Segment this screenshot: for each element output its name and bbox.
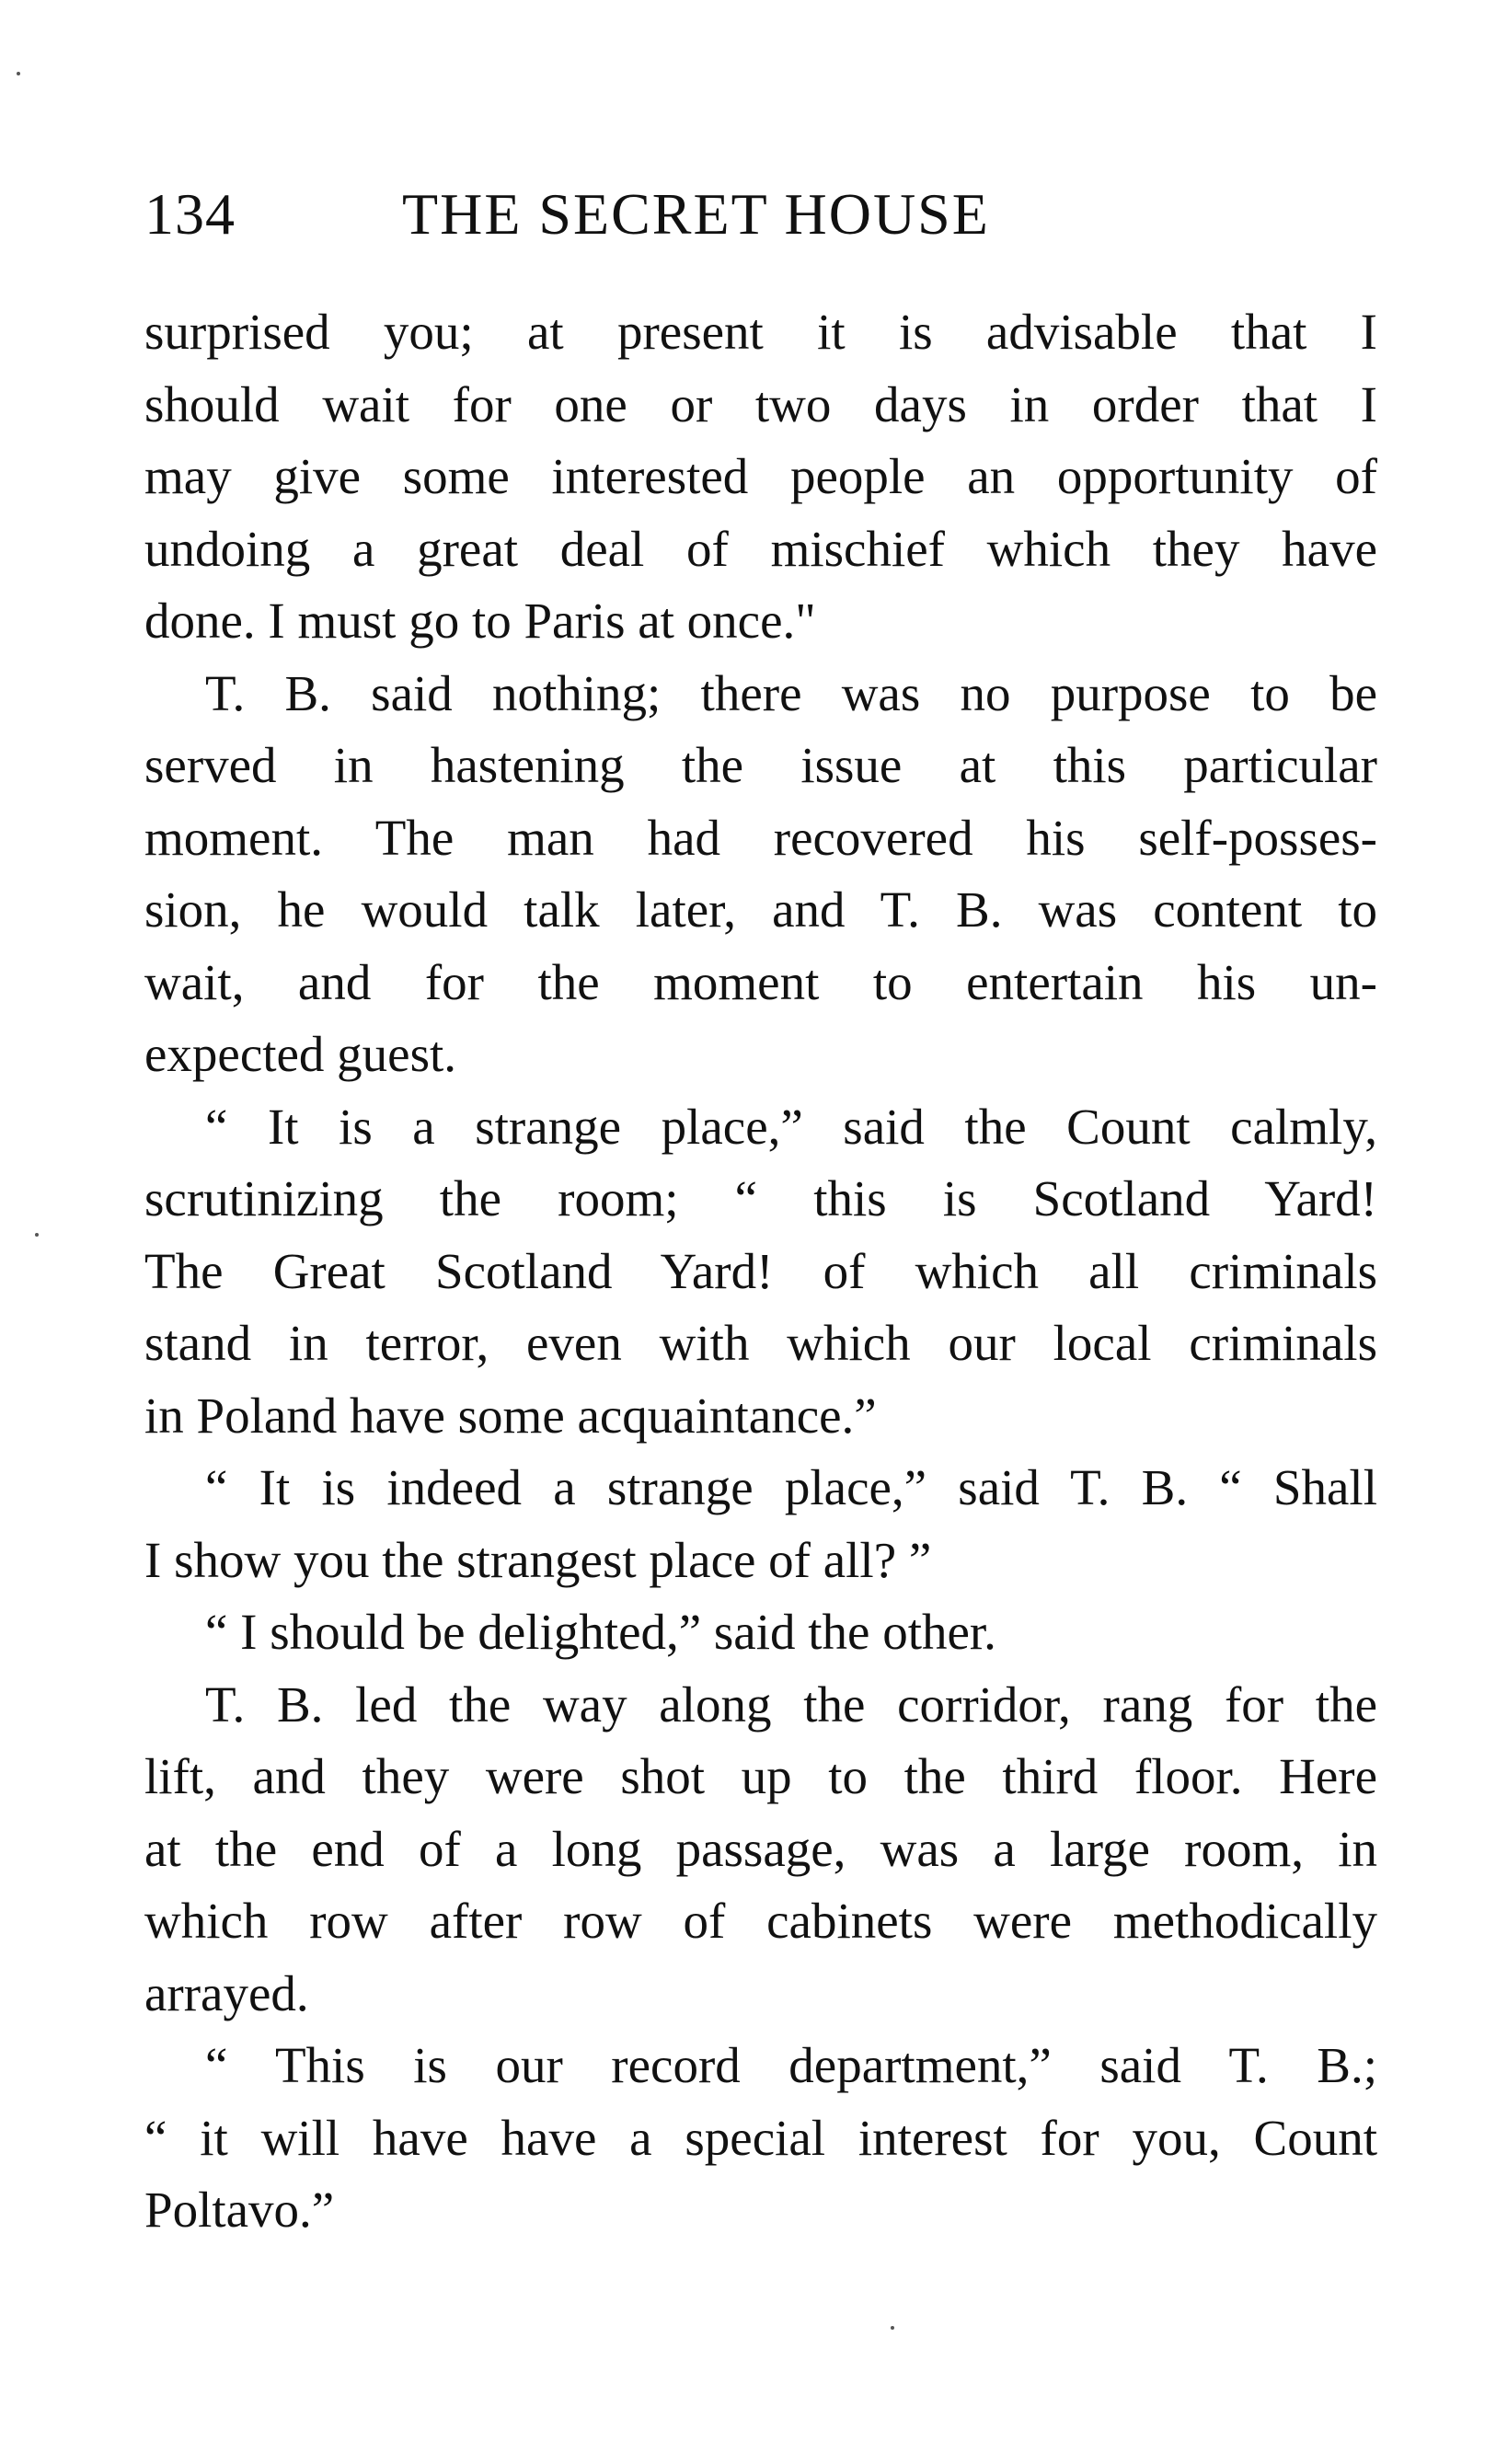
scan-speck — [35, 1233, 39, 1237]
body-text — [144, 296, 1377, 2247]
scan-speck — [891, 2326, 894, 2330]
paragraph — [144, 1669, 1377, 2031]
text-line: “ It is a strange place,” said the Count calmly, — [205, 1098, 1377, 1155]
text-line: T. B. led the way along the corridor, rang for the — [205, 1675, 1377, 1733]
paragraph — [144, 658, 1377, 1091]
text-line: surprised you; at present it is advisable that I — [144, 304, 1377, 360]
text-line: undoing a great deal of mischief which they have — [144, 520, 1377, 577]
text-line: The Great Scotland Yard! of which all criminals — [144, 1242, 1377, 1299]
text-line: at the end of a long passage, was a large room, in — [144, 1820, 1377, 1877]
text-line: in Poland have some acquaintance.” — [144, 1387, 877, 1444]
text-line: which row after row of cabinets were methodically — [144, 1893, 1377, 1949]
text-line: lift, and they were shot up to the third floor. Here — [144, 1748, 1377, 1804]
text-line: Poltavo.” — [144, 2182, 335, 2238]
text-line: should wait for one or two days in order that I — [144, 375, 1377, 432]
text-line: I show you the strangest place of all? ” — [144, 1531, 932, 1588]
paragraph — [144, 296, 1377, 658]
text-line: done. I must go to Paris at once." — [144, 593, 816, 649]
text-line: sion, he would talk later, and T. B. was content to — [144, 881, 1377, 938]
running-head: THE SECRET HOUSE — [402, 181, 990, 247]
text-line: served in hastening the issue at this particular — [144, 737, 1377, 793]
text-line: “ it will have have a special interest for you, Count — [144, 2109, 1377, 2166]
page-number: 134 — [144, 181, 236, 247]
text-line: scrutinizing the room; “ this is Scotland Yard! — [144, 1170, 1377, 1226]
paragraph — [144, 1091, 1377, 1453]
text-line: arrayed. — [144, 1964, 309, 2021]
text-line: “ It is indeed a strange place,” said T. B. “ Shall — [205, 1459, 1377, 1515]
text-line: wait, and for the moment to entertain his un- — [144, 953, 1377, 1010]
page-header — [144, 173, 1377, 256]
text-line: T. B. said nothing; there was no purpose to be — [205, 664, 1377, 721]
text-line: moment. The man had recovered his self-posses- — [144, 809, 1377, 866]
text-line: may give some interested people an opportunity of — [144, 448, 1377, 504]
paragraph — [144, 2030, 1377, 2247]
text-line: expected guest. — [144, 1026, 457, 1082]
text-line: “ I should be delighted,” said the other. — [205, 1604, 996, 1660]
paragraph — [144, 1596, 1377, 1669]
scan-speck — [17, 72, 20, 75]
paragraph — [144, 1452, 1377, 1596]
text-line: “ This is our record department,” said T. B.; — [205, 2037, 1377, 2093]
text-line: stand in terror, even with which our local criminals — [144, 1315, 1377, 1371]
